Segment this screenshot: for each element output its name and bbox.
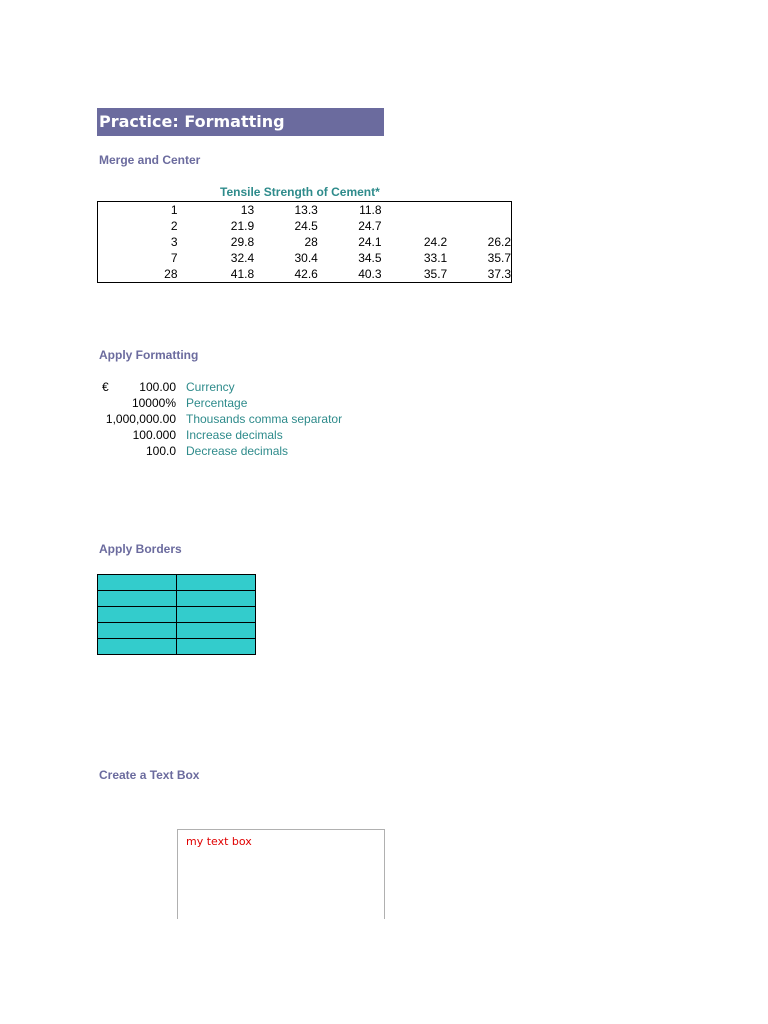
table-cell[interactable]: 26.2 [487,234,511,249]
formatted-value[interactable]: 100.000 [132,428,176,442]
table-cell[interactable]: 40.3 [358,266,382,281]
text-box[interactable] [177,829,385,919]
grid-row [98,607,256,623]
table-cell[interactable]: 35.7 [487,250,511,265]
format-description: Currency [186,380,235,394]
table-cell[interactable]: 7 [170,250,178,265]
grid-row [98,575,256,591]
section-heading-textbox: Create a Text Box [99,768,200,782]
table-cell[interactable]: 13.3 [294,202,318,217]
tensile-strength-table [97,201,512,283]
grid-cell[interactable] [177,639,256,655]
table-cell[interactable] [382,218,448,234]
table-cell[interactable]: 2 [170,218,178,233]
table-cell[interactable] [447,202,511,219]
table-cell[interactable] [447,218,511,234]
grid-cell[interactable] [98,575,177,591]
page-title: Practice: Formatting [97,108,384,136]
format-description: Thousands comma separator [186,412,343,426]
grid-cell[interactable] [177,575,256,591]
table-cell[interactable]: 24.1 [358,234,382,249]
table-cell[interactable]: 28 [304,234,318,249]
table-cell[interactable]: 28 [164,266,178,281]
table-cell[interactable]: 11.8 [359,202,382,217]
table-cell[interactable]: 13 [240,202,255,217]
table-row [98,266,512,283]
section-heading-formatting: Apply Formatting [99,348,199,362]
grid-row [98,639,256,655]
table-cell[interactable]: 21.9 [230,218,255,233]
table-row [98,202,512,219]
bordered-cell-grid [97,574,256,655]
format-description: Increase decimals [186,428,283,442]
formatted-value[interactable]: 1,000,000.00 [105,412,176,426]
grid-cell[interactable] [177,623,256,639]
table-cell[interactable]: 24.2 [423,234,448,249]
formatted-value[interactable]: 100.00 [139,380,176,394]
text-box-content[interactable]: my text box [186,835,252,848]
table-cell[interactable]: 32.4 [230,250,255,265]
table-row [98,250,512,266]
grid-cell[interactable] [177,607,256,623]
table-cell[interactable]: 41.8 [230,266,255,281]
table-row [98,234,512,250]
format-description: Percentage [186,396,248,410]
currency-symbol: € [102,380,109,394]
grid-cell[interactable] [98,607,177,623]
table-cell[interactable]: 34.5 [358,250,382,265]
table-cell[interactable] [382,202,448,219]
grid-cell[interactable] [98,639,177,655]
table-cell[interactable]: 35.7 [423,266,448,281]
table-cell[interactable]: 37.3 [487,266,511,281]
table-cell[interactable]: 29.8 [230,234,255,249]
section-heading-borders: Apply Borders [99,542,182,556]
table-cell[interactable]: 33.1 [423,250,448,265]
section-heading-merge: Merge and Center [99,153,201,167]
grid-cell[interactable] [177,591,256,607]
table-cell[interactable]: 30.4 [294,250,318,265]
format-description: Decrease decimals [186,444,289,458]
table-cell[interactable]: 42.6 [294,266,318,281]
formatted-value[interactable]: 100.0 [145,444,176,458]
table-cell[interactable]: 24.7 [358,218,382,233]
table-cell[interactable]: 24.5 [294,218,318,233]
grid-cell[interactable] [98,623,177,639]
table-row [98,218,512,234]
table-cell[interactable]: 1 [170,202,178,217]
grid-row [98,591,256,607]
formatted-value[interactable]: 10000% [131,396,176,410]
table-cell[interactable]: 3 [170,234,178,249]
grid-cell[interactable] [98,591,177,607]
grid-row [98,623,256,639]
table-caption: Tensile Strength of Cement* [220,185,380,199]
